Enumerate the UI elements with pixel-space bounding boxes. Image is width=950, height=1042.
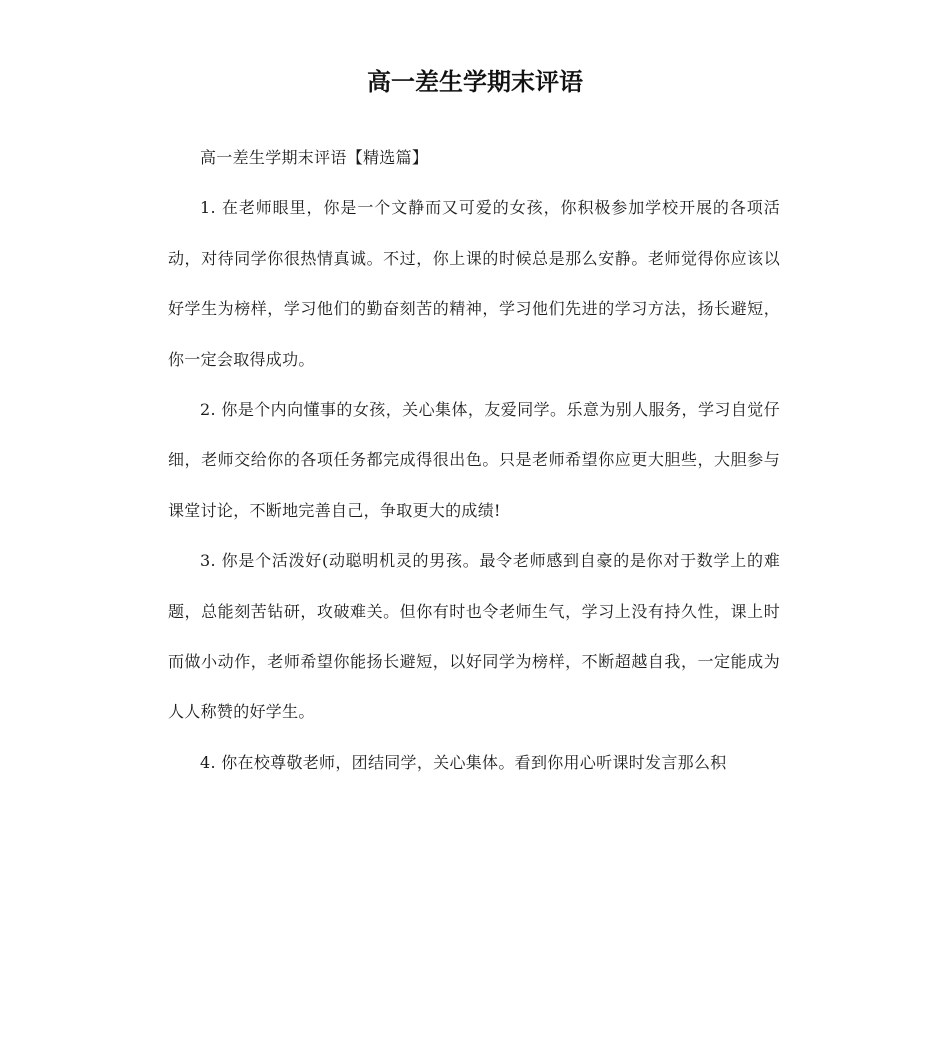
subtitle-paragraph: 高一差生学期末评语【精选篇】 [200, 148, 429, 167]
comment-paragraph-1: 1. 在老师眼里，你是一个文静而又可爱的女孩，你积极参加学校开展的各项活动，对待同学你很热情真诚。不过，你上课的时候总是那么安静。老师觉得你应该以好学生为榜样，学习他们的勤奋刻苦的精神，学习他们先进的学习方法，扬长避短，你一定会取得成功。 [168, 198, 780, 369]
comment-paragraph-3: 3. 你是个活泼好(动聪明机灵的男孩。最令老师感到自豪的是你对于数学上的难题，总能刻苦钻研，攻破难关。但你有时也令老师生气，学习上没有持久性，课上时而做小动作，老师希望你能扬长避短，以好同学为榜样，不断超越自我，一定能成为人人称赞的好学生。 [168, 551, 780, 722]
document-body [168, 133, 780, 788]
comment-paragraph-2: 2. 你是个内向懂事的女孩，关心集体，友爱同学。乐意为别人服务，学习自觉仔细，老师交给你的各项任务都完成得很出色。只是老师希望你应更大胆些，大胆参与课堂讨论，不断地完善自己，争取更大的成绩! [168, 400, 780, 520]
document-title: 高一差生学期末评语 [367, 68, 583, 96]
comment-paragraph-4: 4. 你在校尊敬老师，团结同学，关心集体。看到你用心听课时发言那么积 [200, 752, 727, 772]
